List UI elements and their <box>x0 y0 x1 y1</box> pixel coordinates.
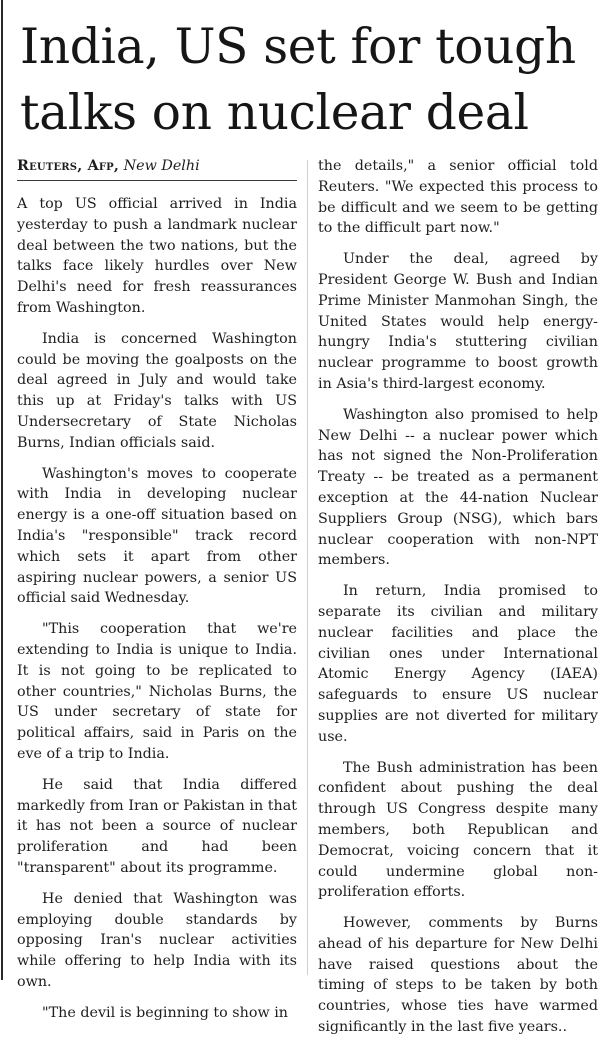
article-paragraph: "This cooperation that we're extending to India is unique to India. It is not going to be replicated to other countries," Nicholas Burns, the US under secretary of state for political affairs, said in Paris on the eve of a trip to India. <box>17 621 297 762</box>
headline <box>20 14 600 146</box>
article-paragraph: He said that India differed markedly from Iran or Pakistan in that it has not been a source of nuclear proliferation and had been "transparent" about its programme. <box>17 776 297 876</box>
byline-agencies: Reuters, Afp, <box>17 158 120 174</box>
article-paragraph: India is concerned Washington could be moving the goalposts on the deal agreed in July and would take this up at Friday's talks with US Undersecretary of State Nicholas Burns, Indian officials said. <box>17 330 297 451</box>
article-paragraph: A top US official arrived in India yesterday to push a landmark nuclear deal between the two nations, but the talks face likely hurdles over New Delhi's need for fresh reassurances from Washington. <box>17 196 297 316</box>
article-paragraph: In return, India promised to separate its civilian and military nuclear facilities and place the civilian ones under International Atomic Energy Agency (IAEA) safeguards to ensure US nuclear supplies are not diverted for military use. <box>318 583 598 745</box>
article-paragraph: the details," a senior official told Reuters. "We expected this process to be difficult and we seem to be getting to the difficult part now." <box>318 158 598 237</box>
article-paragraph: However, comments by Burns ahead of his departure for New Delhi have raised questions about the timing of steps to be taken by both countries, whose ties have warmed significantly in the last five years.. <box>318 915 598 1036</box>
article-paragraph: Under the deal, agreed by President George W. Bush and Indian Prime Minister Manmohan Singh, the United States would help energy-hungry India's stuttering civilian nuclear programme to boost growth in Asia's third-largest economy. <box>318 251 598 392</box>
article-paragraph: He denied that Washington was employing double standards by opposing Iran's nuclear activities while offering to help India with its own. <box>17 890 297 990</box>
article-column-right <box>318 156 598 1048</box>
byline-dateline: New Delhi <box>123 158 200 174</box>
byline <box>17 156 297 181</box>
article-paragraph: Washington also promised to help New Delhi -- a nuclear power which has not signed the Non-Proliferation Treaty -- be treated as a permanent exception at the 44-nation Nuclear Suppliers Group (NSG), which bars nuclear cooperation with non-NPT members. <box>318 406 598 569</box>
left-border-rule <box>1 0 3 980</box>
headline-line-2: talks on nuclear deal <box>20 85 529 141</box>
article-paragraph: Washington's moves to cooperate with India in developing nuclear energy is a one-off situation based on India's "responsible" track record which sets it apart from other aspiring nuclear powers, a senior US official said Wednesday. <box>17 465 297 607</box>
article-paragraph: "The devil is beginning to show in <box>42 1004 289 1021</box>
article-column-left <box>17 156 297 1033</box>
headline-line-1: India, US set for tough <box>20 19 576 75</box>
column-divider <box>307 160 308 975</box>
article-paragraph: The Bush administration has been confident about pushing the deal through US Congress despite many members, both Republican and Democrat, voicing concern that it could undermine global non-proliferation efforts. <box>318 759 598 901</box>
